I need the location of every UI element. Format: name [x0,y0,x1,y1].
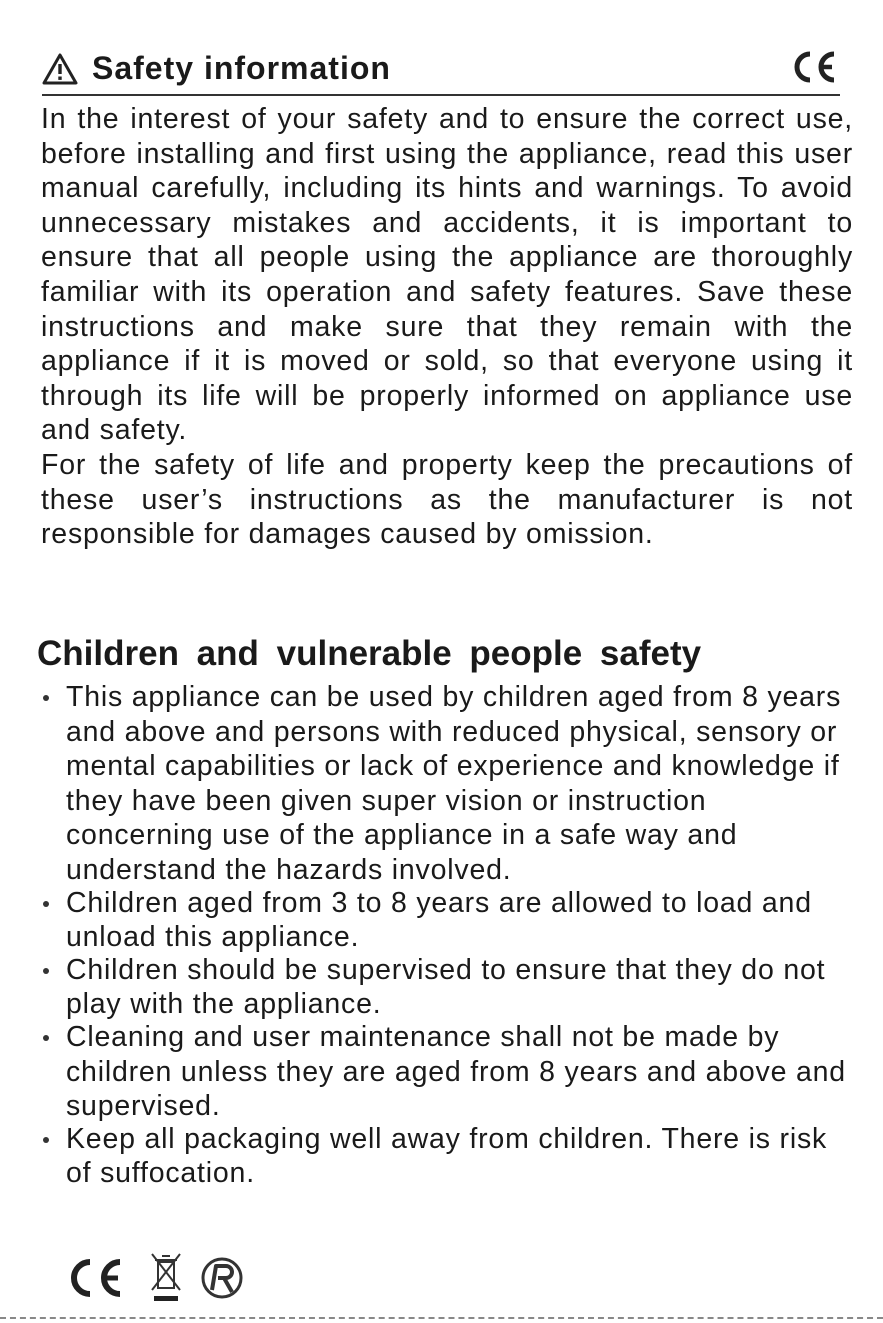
bullet-icon [43,1137,49,1143]
rohs-icon [203,1259,241,1297]
list-item [40,680,855,888]
page-title: Safety information [92,50,391,86]
ce-mark-icon [74,1262,120,1294]
bullet-icon [43,968,49,974]
list-item-text: Keep all packaging well away from children. There is risk of suffocation. [66,1122,828,1190]
warning-triangle-icon [42,52,78,86]
intro-text [41,102,853,552]
safety-bullet-list [40,680,855,1189]
bullet-icon [43,695,49,701]
list-item [40,1020,855,1124]
section-heading: Children and vulnerable people safety [37,634,702,673]
list-item-text: This appliance can be used by children aged from 8 years and above and persons with reduced physical, sensory or mental capabilities or lack of experience and knowledge if they have been given super vision or instruction concerning use of the appliance in a safe way and understand the hazards involved. [66,681,842,886]
section-header [42,46,840,96]
certification-marks [66,1248,266,1308]
page-bottom-rule [0,1317,883,1319]
bullet-icon [43,1035,49,1041]
intro-paragraph: For the safety of life and property keep the precautions of these user’s instructions as the manufacturer is not responsible for damages caused by omission. [41,448,853,551]
list-item [40,886,855,955]
ce-mark-icon [790,48,838,86]
list-item [40,1122,855,1191]
intro-paragraph: In the interest of your safety and to ensure the correct use, before installing and first using the appliance, read this user manual carefully, including its hints and warnings. To avoid unnecessary mistakes and accidents, it is important to ensure that all people using the appliance are thoroughly familiar with its operation and safety features. Save these instructions and make sure that they remain with the appliance if it is moved or sold, so that everyone using it through its life will be properly informed on appliance use and safety. [41,103,853,447]
crossed-out-bin-icon [152,1254,180,1301]
list-item-text: Children aged from 3 to 8 years are allowed to load and unload this appliance. [66,886,812,954]
list-item-text: Children should be supervised to ensure that they do not play with the appliance. [66,953,826,1021]
bullet-icon [43,901,49,907]
list-item [40,953,855,1022]
list-item-text: Cleaning and user maintenance shall not be made by children unless they are aged from 8 years and above and supervised. [66,1020,846,1123]
